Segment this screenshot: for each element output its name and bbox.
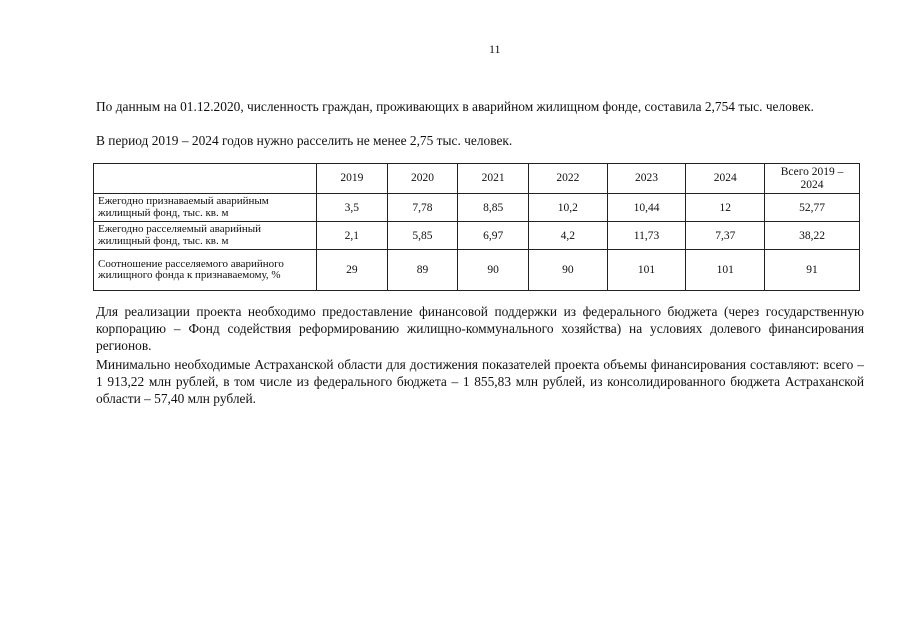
table-cell: 38,22 [765,222,860,250]
page-number: 11 [489,42,501,56]
table-cell: 29 [317,250,388,291]
intro-population-paragraph: По данным на 01.12.2020, численность граждан, проживающих в аварийном жилищном фонде, составила 2,754 тыс. человек. [96,99,814,114]
table-cell: 10,44 [607,194,686,222]
table-header-cell: Всего 2019 – 2024 [765,164,860,194]
table-header-cell [94,164,317,194]
table-header-cell: 2023 [607,164,686,194]
table-header-cell: 2022 [528,164,607,194]
table-header-cell: 2024 [686,164,765,194]
table-row-label: Ежегодно признаваемый аварийным жилищный фонд, тыс. кв. м [94,194,317,222]
intro-resettlement-paragraph: В период 2019 – 2024 годов нужно расселить не менее 2,75 тыс. человек. [96,133,513,148]
table-cell: 10,2 [528,194,607,222]
table-cell: 91 [765,250,860,291]
funding-volume-paragraph: Минимально необходимые Астраханской области для достижения показателей проекта объемы финансирования составляют: всего – 1 913,22 млн рублей, в том числе из федерального бюджета – 1 855,83 млн рублей, из консолидированного бюджета Астраханской области – 57,40 млн рублей. [96,357,864,406]
table-cell: 7,37 [686,222,765,250]
table-header-cell: 2021 [458,164,529,194]
table-cell: 4,2 [528,222,607,250]
table-header-cell: 2020 [387,164,458,194]
table-row [94,194,860,222]
table-row [94,222,860,250]
table-cell: 90 [458,250,529,291]
table-cell: 90 [528,250,607,291]
table-cell: 101 [686,250,765,291]
table-row-label: Ежегодно расселяемый аварийный жилищный фонд, тыс. кв. м [94,222,317,250]
table-header-row [94,164,860,194]
funding-support-paragraph: Для реализации проекта необходимо предоставление финансовой поддержки из федерального бюджета (через государственную корпорацию – Фонд содействия реформированию жилищно-коммунального хозяйства) на условиях долевого финансирования регионов. [96,304,864,353]
table-cell: 101 [607,250,686,291]
table-cell: 6,97 [458,222,529,250]
table-cell: 3,5 [317,194,388,222]
table-cell: 12 [686,194,765,222]
table-cell: 8,85 [458,194,529,222]
table-header-cell: 2019 [317,164,388,194]
table-row [94,250,860,291]
table-cell: 7,78 [387,194,458,222]
table-row-label: Соотношение расселяемого аварийного жилищного фонда к признаваемому, % [94,250,317,291]
table-cell: 5,85 [387,222,458,250]
table-cell: 89 [387,250,458,291]
table-cell: 52,77 [765,194,860,222]
table-cell: 2,1 [317,222,388,250]
resettlement-table [93,163,860,291]
table-cell: 11,73 [607,222,686,250]
